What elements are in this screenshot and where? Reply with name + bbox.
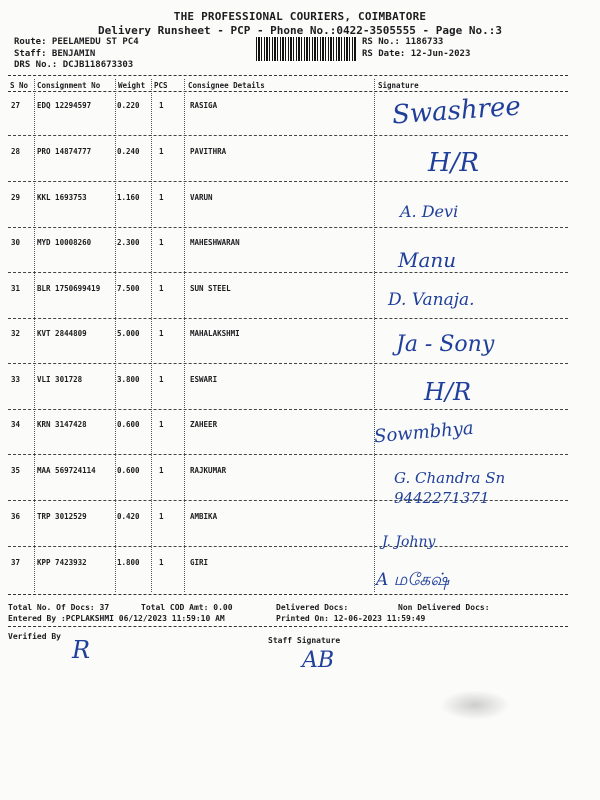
row-consignment: EDQ 12294597 <box>37 101 92 110</box>
signature-handwriting: D. Vanaja. <box>388 290 475 310</box>
ink-smudge <box>440 690 510 720</box>
row-consignee: MAHALAKSHMI <box>190 329 240 338</box>
table-row <box>0 375 600 420</box>
row-weight: 1.160 <box>117 193 140 202</box>
row-weight: 5.000 <box>117 329 140 338</box>
signature-handwriting: Swashree <box>391 91 522 131</box>
row-consignee: ZAHEER <box>190 420 218 429</box>
row-sno: 37 <box>11 558 21 567</box>
table-row <box>0 329 600 374</box>
col-pcs: PCS <box>154 81 168 90</box>
row-rule <box>8 546 568 547</box>
row-sno: 27 <box>11 101 21 110</box>
row-pcs: 1 <box>159 101 164 110</box>
table-row <box>0 512 600 557</box>
table-row <box>0 284 600 329</box>
rs-number: RS No.: 1186733 <box>362 37 444 47</box>
row-consignment: PRO 14874777 <box>37 147 92 156</box>
signature-handwriting: A மகேஷ் <box>376 570 450 590</box>
col-consignment: Consignment No <box>37 81 101 90</box>
signature-handwriting: Manu <box>398 248 457 272</box>
header-rule <box>8 75 568 76</box>
row-rule <box>8 135 568 136</box>
row-consignment: MYD 10008260 <box>37 238 92 247</box>
col-weight: Weight <box>118 81 146 90</box>
row-consignment: BLR 1750699419 <box>37 284 101 293</box>
row-weight: 7.500 <box>117 284 140 293</box>
row-consignee: AMBIKA <box>190 512 218 521</box>
table-row <box>0 558 600 603</box>
col-sno: S No <box>10 81 29 90</box>
row-pcs: 1 <box>159 193 164 202</box>
total-cod: Total COD Amt: 0.00 <box>141 603 233 612</box>
row-rule <box>8 318 568 319</box>
column-header-rule <box>8 91 568 92</box>
row-consignment: TRP 3012529 <box>37 512 87 521</box>
row-consignment: KPP 7423932 <box>37 558 87 567</box>
footer-rule <box>8 626 568 627</box>
route-info <box>14 37 139 72</box>
rs-info <box>362 37 470 60</box>
row-rule <box>8 409 568 410</box>
signature-handwriting: Sowmbhya <box>373 417 475 448</box>
row-rule <box>8 363 568 364</box>
signature-handwriting: J. Johny <box>382 534 436 550</box>
row-weight: 2.300 <box>117 238 140 247</box>
verified-signature: R <box>72 636 91 664</box>
table-row <box>0 238 600 283</box>
row-consignee: RASIGA <box>190 101 218 110</box>
non-delivered-docs: Non Delivered Docs: <box>398 603 490 612</box>
signature-handwriting: A. Devi <box>400 202 459 221</box>
row-consignment: VLI 301728 <box>37 375 83 384</box>
drs-number: DRS No.: DCJB118673303 <box>14 60 134 70</box>
table-end-rule <box>8 594 568 595</box>
table-row <box>0 193 600 238</box>
row-weight: 1.800 <box>117 558 140 567</box>
row-weight: 3.800 <box>117 375 140 384</box>
row-pcs: 1 <box>159 284 164 293</box>
row-consignee: PAVITHRA <box>190 147 227 156</box>
row-consignee: MAHESHWARAN <box>190 238 240 247</box>
row-weight: 0.420 <box>117 512 140 521</box>
row-weight: 0.600 <box>117 466 140 475</box>
delivered-docs: Delivered Docs: <box>276 603 349 612</box>
row-consignee: RAJKUMAR <box>190 466 227 475</box>
row-consignment: KVT 2844809 <box>37 329 87 338</box>
row-sno: 30 <box>11 238 21 247</box>
row-sno: 35 <box>11 466 21 475</box>
rs-date: RS Date: 12-Jun-2023 <box>362 48 471 59</box>
row-sno: 28 <box>11 147 21 156</box>
row-consignee: SUN STEEL <box>190 284 231 293</box>
row-sno: 34 <box>11 420 21 429</box>
total-docs: Total No. Of Docs: 37 <box>8 603 110 612</box>
row-pcs: 1 <box>159 375 164 384</box>
row-rule <box>8 227 568 228</box>
row-rule <box>8 454 568 455</box>
signature-handwriting: H/R <box>424 378 472 406</box>
col-consignee: Consignee Details <box>188 81 265 90</box>
row-pcs: 1 <box>159 147 164 156</box>
row-consignment: MAA 569724114 <box>37 466 96 475</box>
staff-signature: AB <box>302 648 335 673</box>
entered-by: Entered By :PCPLAKSHMI 06/12/2023 11:59:10 AM <box>8 614 225 623</box>
table-row <box>0 147 600 192</box>
signature-handwriting: Ja - Sony <box>396 332 495 357</box>
row-sno: 33 <box>11 375 21 384</box>
row-consignment: KRN 3147428 <box>37 420 87 429</box>
row-sno: 32 <box>11 329 21 338</box>
row-pcs: 1 <box>159 238 164 247</box>
route: Route: PEELAMEDU ST PC4 <box>14 37 139 47</box>
row-weight: 0.600 <box>117 420 140 429</box>
staff-signature-label: Staff Signature <box>268 636 341 645</box>
row-pcs: 1 <box>159 420 164 429</box>
signature-handwriting: G. Chandra Sn 9442271371 <box>394 469 506 507</box>
verified-by-label: Verified By <box>8 632 61 641</box>
row-weight: 0.240 <box>117 147 140 156</box>
company-name: THE PROFESSIONAL COURIERS, COIMBATORE <box>173 10 427 23</box>
row-rule <box>8 272 568 273</box>
row-consignee: ESWARI <box>190 375 218 384</box>
row-rule <box>8 181 568 182</box>
staff: Staff: BENJAMIN <box>14 48 96 59</box>
table-row <box>0 417 600 465</box>
col-signature: Signature <box>378 81 419 90</box>
row-pcs: 1 <box>159 466 164 475</box>
row-sno: 36 <box>11 512 21 521</box>
signature-handwriting: H/R <box>428 148 480 178</box>
row-pcs: 1 <box>159 558 164 567</box>
row-weight: 0.220 <box>117 101 140 110</box>
row-sno: 29 <box>11 193 21 202</box>
barcode <box>256 37 356 61</box>
printed-on: Printed On: 12-06-2023 11:59:49 <box>276 614 426 623</box>
row-consignee: GIRI <box>190 558 209 567</box>
row-pcs: 1 <box>159 512 164 521</box>
row-pcs: 1 <box>159 329 164 338</box>
row-sno: 31 <box>11 284 21 293</box>
runsheet-title: Delivery Runsheet - PCP - Phone No.:0422-3505555 - Page No.:3 <box>98 24 502 37</box>
row-consignee: VARUN <box>190 193 213 202</box>
row-consignment: KKL 1693753 <box>37 193 87 202</box>
